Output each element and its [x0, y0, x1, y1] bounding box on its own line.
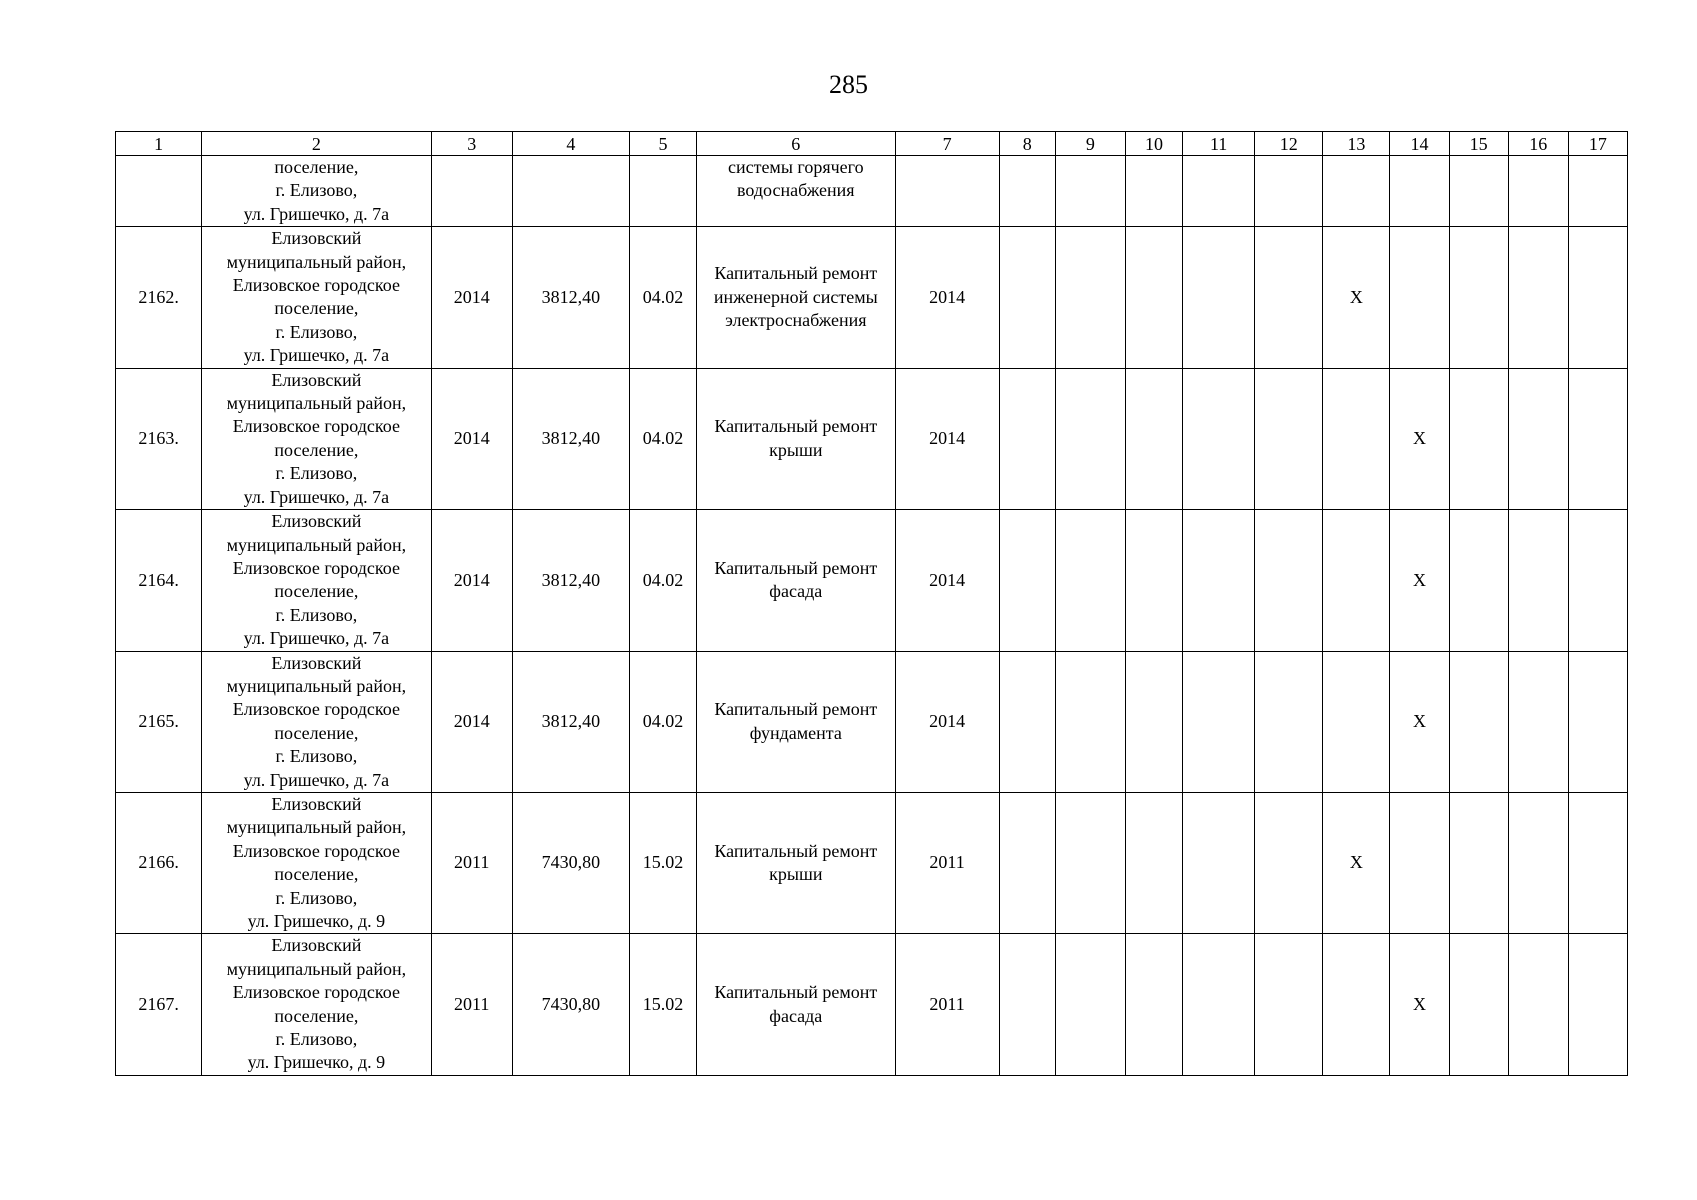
column-number: 9: [1055, 132, 1125, 156]
cell-num: 2165.: [116, 651, 202, 792]
cell-empty: [1125, 227, 1182, 368]
column-number: 6: [697, 132, 895, 156]
cell-empty: [999, 934, 1055, 1075]
cell-empty: [999, 368, 1055, 509]
address-line: муниципальный район,: [226, 251, 407, 272]
address-line: г. Елизово,: [275, 887, 358, 908]
address-line: г. Елизово,: [275, 180, 358, 201]
cell-code: 04.02: [629, 510, 696, 651]
cell-area: 7430,80: [512, 934, 629, 1075]
cell-empty: [1323, 368, 1390, 509]
cell-work: Капитальный ремонт крыши: [697, 368, 895, 509]
cell-num: 2164.: [116, 510, 202, 651]
repair-register-table: [115, 131, 1628, 1076]
column-number: 13: [1323, 132, 1390, 156]
cell-empty: [1183, 156, 1255, 227]
cell-empty: [1449, 651, 1508, 792]
cell-empty: [1508, 368, 1568, 509]
address-line: поселение,: [274, 722, 359, 743]
cell-plan-year: 2014: [895, 651, 999, 792]
cell-year: 2014: [431, 651, 512, 792]
cell-plan-year: [895, 156, 999, 227]
cell-empty: [1183, 792, 1255, 933]
cell-empty: [1508, 227, 1568, 368]
cell-empty: [1568, 651, 1627, 792]
column-number: 12: [1255, 132, 1323, 156]
cell-mark: X: [1390, 368, 1449, 509]
cell-mark: X: [1323, 792, 1390, 933]
cell-empty: [1323, 510, 1390, 651]
address-line: Елизовское городское: [232, 699, 400, 720]
cell-empty: [999, 227, 1055, 368]
address-line: ул. Гришечко, д. 7а: [243, 628, 390, 649]
cell-mark: X: [1323, 227, 1390, 368]
cell-empty: [1125, 934, 1182, 1075]
cell-work: Капитальный ремонт крыши: [697, 792, 895, 933]
cell-empty: [1055, 368, 1125, 509]
table-row: [116, 792, 1628, 933]
cell-empty: [1449, 510, 1508, 651]
cell-num: 2162.: [116, 227, 202, 368]
address-line: Елизовское городское: [232, 840, 400, 861]
page-number: 285: [829, 70, 868, 99]
cell-empty: [1508, 510, 1568, 651]
address-line: поселение,: [274, 864, 359, 885]
cell-empty: [1183, 651, 1255, 792]
cell-year: 2011: [431, 934, 512, 1075]
address-line: муниципальный район,: [226, 675, 407, 696]
cell-work: системы горячего водоснабжения: [697, 156, 895, 227]
address-line: ул. Гришечко, д. 7а: [243, 345, 390, 366]
cell-address: [202, 792, 431, 933]
cell-empty: [1449, 227, 1508, 368]
continuation-row: [116, 156, 1628, 227]
cell-empty: [999, 792, 1055, 933]
address-line: Елизовский: [271, 228, 362, 249]
cell-plan-year: 2014: [895, 368, 999, 509]
address-line: ул. Гришечко, д. 7а: [243, 486, 390, 507]
cell-empty: [1055, 934, 1125, 1075]
column-number-row: [116, 132, 1628, 156]
cell-empty: [1255, 651, 1323, 792]
cell-address: [202, 227, 431, 368]
cell-address: [202, 651, 431, 792]
cell-plan-year: 2011: [895, 934, 999, 1075]
cell-empty: [1183, 934, 1255, 1075]
cell-mark: X: [1390, 651, 1449, 792]
address-line: Елизовский: [271, 511, 362, 532]
column-number: 5: [629, 132, 696, 156]
address-line: Елизовское городское: [232, 982, 400, 1003]
cell-empty: [1449, 368, 1508, 509]
cell-empty: [1183, 510, 1255, 651]
cell-year: 2014: [431, 227, 512, 368]
cell-empty: [1508, 156, 1568, 227]
column-number: 10: [1125, 132, 1182, 156]
cell-area: 7430,80: [512, 792, 629, 933]
cell-empty: [1449, 934, 1508, 1075]
table-row: [116, 368, 1628, 509]
address-line: г. Елизово,: [275, 463, 358, 484]
cell-area: 3812,40: [512, 368, 629, 509]
address-line: поселение,: [274, 298, 359, 319]
cell-empty: [1255, 792, 1323, 933]
address-line: Елизовский: [271, 652, 362, 673]
cell-area: 3812,40: [512, 510, 629, 651]
cell-area: [512, 156, 629, 227]
address-line: г. Елизово,: [275, 321, 358, 342]
column-number: 3: [431, 132, 512, 156]
cell-empty: [1568, 934, 1627, 1075]
cell-address: [202, 934, 431, 1075]
cell-plan-year: 2014: [895, 510, 999, 651]
column-number: 2: [202, 132, 431, 156]
cell-empty: [1055, 156, 1125, 227]
column-number: 4: [512, 132, 629, 156]
cell-empty: [1568, 227, 1627, 368]
cell-empty: [999, 156, 1055, 227]
column-number: 17: [1568, 132, 1627, 156]
address-line: ул. Гришечко, д. 9: [247, 1052, 386, 1073]
cell-work: Капитальный ремонт фасада: [697, 934, 895, 1075]
cell-empty: [1125, 792, 1182, 933]
cell-address: [202, 156, 431, 227]
address-line: поселение,: [274, 581, 359, 602]
address-line: Елизовский: [271, 935, 362, 956]
cell-empty: [1125, 651, 1182, 792]
column-number: 14: [1390, 132, 1449, 156]
cell-empty: [1255, 368, 1323, 509]
address-line: г. Елизово,: [275, 1029, 358, 1050]
cell-empty: [999, 510, 1055, 651]
cell-empty: [1508, 934, 1568, 1075]
cell-work: Капитальный ремонт фундамента: [697, 651, 895, 792]
address-line: поселение,: [274, 439, 359, 460]
address-line: муниципальный район,: [226, 393, 407, 414]
cell-year: 2011: [431, 792, 512, 933]
cell-code: 15.02: [629, 792, 696, 933]
cell-work: Капитальный ремонт фасада: [697, 510, 895, 651]
cell-mark: X: [1390, 510, 1449, 651]
cell-empty: [1255, 934, 1323, 1075]
cell-empty: [1568, 156, 1627, 227]
cell-empty: [1568, 368, 1627, 509]
cell-empty: [1323, 156, 1390, 227]
cell-num: 2163.: [116, 368, 202, 509]
cell-year: 2014: [431, 510, 512, 651]
cell-empty: [1055, 227, 1125, 368]
cell-empty: [1255, 156, 1323, 227]
cell-empty: [1390, 227, 1449, 368]
cell-empty: [999, 651, 1055, 792]
cell-empty: [1055, 792, 1125, 933]
cell-code: 04.02: [629, 651, 696, 792]
address-line: муниципальный район,: [226, 958, 407, 979]
cell-empty: [1508, 792, 1568, 933]
cell-empty: [1183, 368, 1255, 509]
table-row: [116, 510, 1628, 651]
cell-empty: [1508, 651, 1568, 792]
cell-empty: [1568, 792, 1627, 933]
table-row: [116, 934, 1628, 1075]
cell-empty: [1255, 510, 1323, 651]
cell-empty: [1449, 792, 1508, 933]
column-number: 1: [116, 132, 202, 156]
address-line: Елизовский: [271, 369, 362, 390]
cell-plan-year: 2011: [895, 792, 999, 933]
cell-num: [116, 156, 202, 227]
cell-year: [431, 156, 512, 227]
cell-empty: [1390, 792, 1449, 933]
cell-empty: [1055, 510, 1125, 651]
cell-code: 04.02: [629, 227, 696, 368]
cell-empty: [1323, 934, 1390, 1075]
address-line: г. Елизово,: [275, 746, 358, 767]
column-number: 8: [999, 132, 1055, 156]
address-line: Елизовский: [271, 793, 362, 814]
address-line: поселение,: [274, 157, 359, 177]
cell-empty: [1125, 510, 1182, 651]
table-row: [116, 227, 1628, 368]
address-line: муниципальный район,: [226, 817, 407, 838]
cell-work: Капитальный ремонт инженерной системы электроснабжения: [697, 227, 895, 368]
address-line: ул. Гришечко, д. 7а: [243, 769, 390, 790]
table-row: [116, 651, 1628, 792]
address-line: ул. Гришечко, д. 7а: [243, 203, 390, 224]
cell-num: 2166.: [116, 792, 202, 933]
cell-empty: [1125, 156, 1182, 227]
cell-address: [202, 368, 431, 509]
cell-empty: [1323, 651, 1390, 792]
cell-empty: [1055, 651, 1125, 792]
address-line: ул. Гришечко, д. 9: [247, 911, 386, 931]
cell-empty: [1255, 227, 1323, 368]
cell-address: [202, 510, 431, 651]
cell-area: 3812,40: [512, 651, 629, 792]
column-number: 7: [895, 132, 999, 156]
address-line: Елизовское городское: [232, 416, 400, 437]
cell-area: 3812,40: [512, 227, 629, 368]
address-line: г. Елизово,: [275, 604, 358, 625]
column-number: 11: [1183, 132, 1255, 156]
cell-empty: [1390, 156, 1449, 227]
cell-code: [629, 156, 696, 227]
cell-empty: [1449, 156, 1508, 227]
cell-num: 2167.: [116, 934, 202, 1075]
address-line: поселение,: [274, 1005, 359, 1026]
column-number: 15: [1449, 132, 1508, 156]
cell-code: 04.02: [629, 368, 696, 509]
address-line: Елизовское городское: [232, 275, 400, 296]
cell-mark: X: [1390, 934, 1449, 1075]
cell-empty: [1568, 510, 1627, 651]
cell-code: 15.02: [629, 934, 696, 1075]
column-number: 16: [1508, 132, 1568, 156]
cell-empty: [1125, 368, 1182, 509]
address-line: муниципальный район,: [226, 534, 407, 555]
cell-year: 2014: [431, 368, 512, 509]
cell-empty: [1183, 227, 1255, 368]
cell-plan-year: 2014: [895, 227, 999, 368]
address-line: Елизовское городское: [232, 557, 400, 578]
